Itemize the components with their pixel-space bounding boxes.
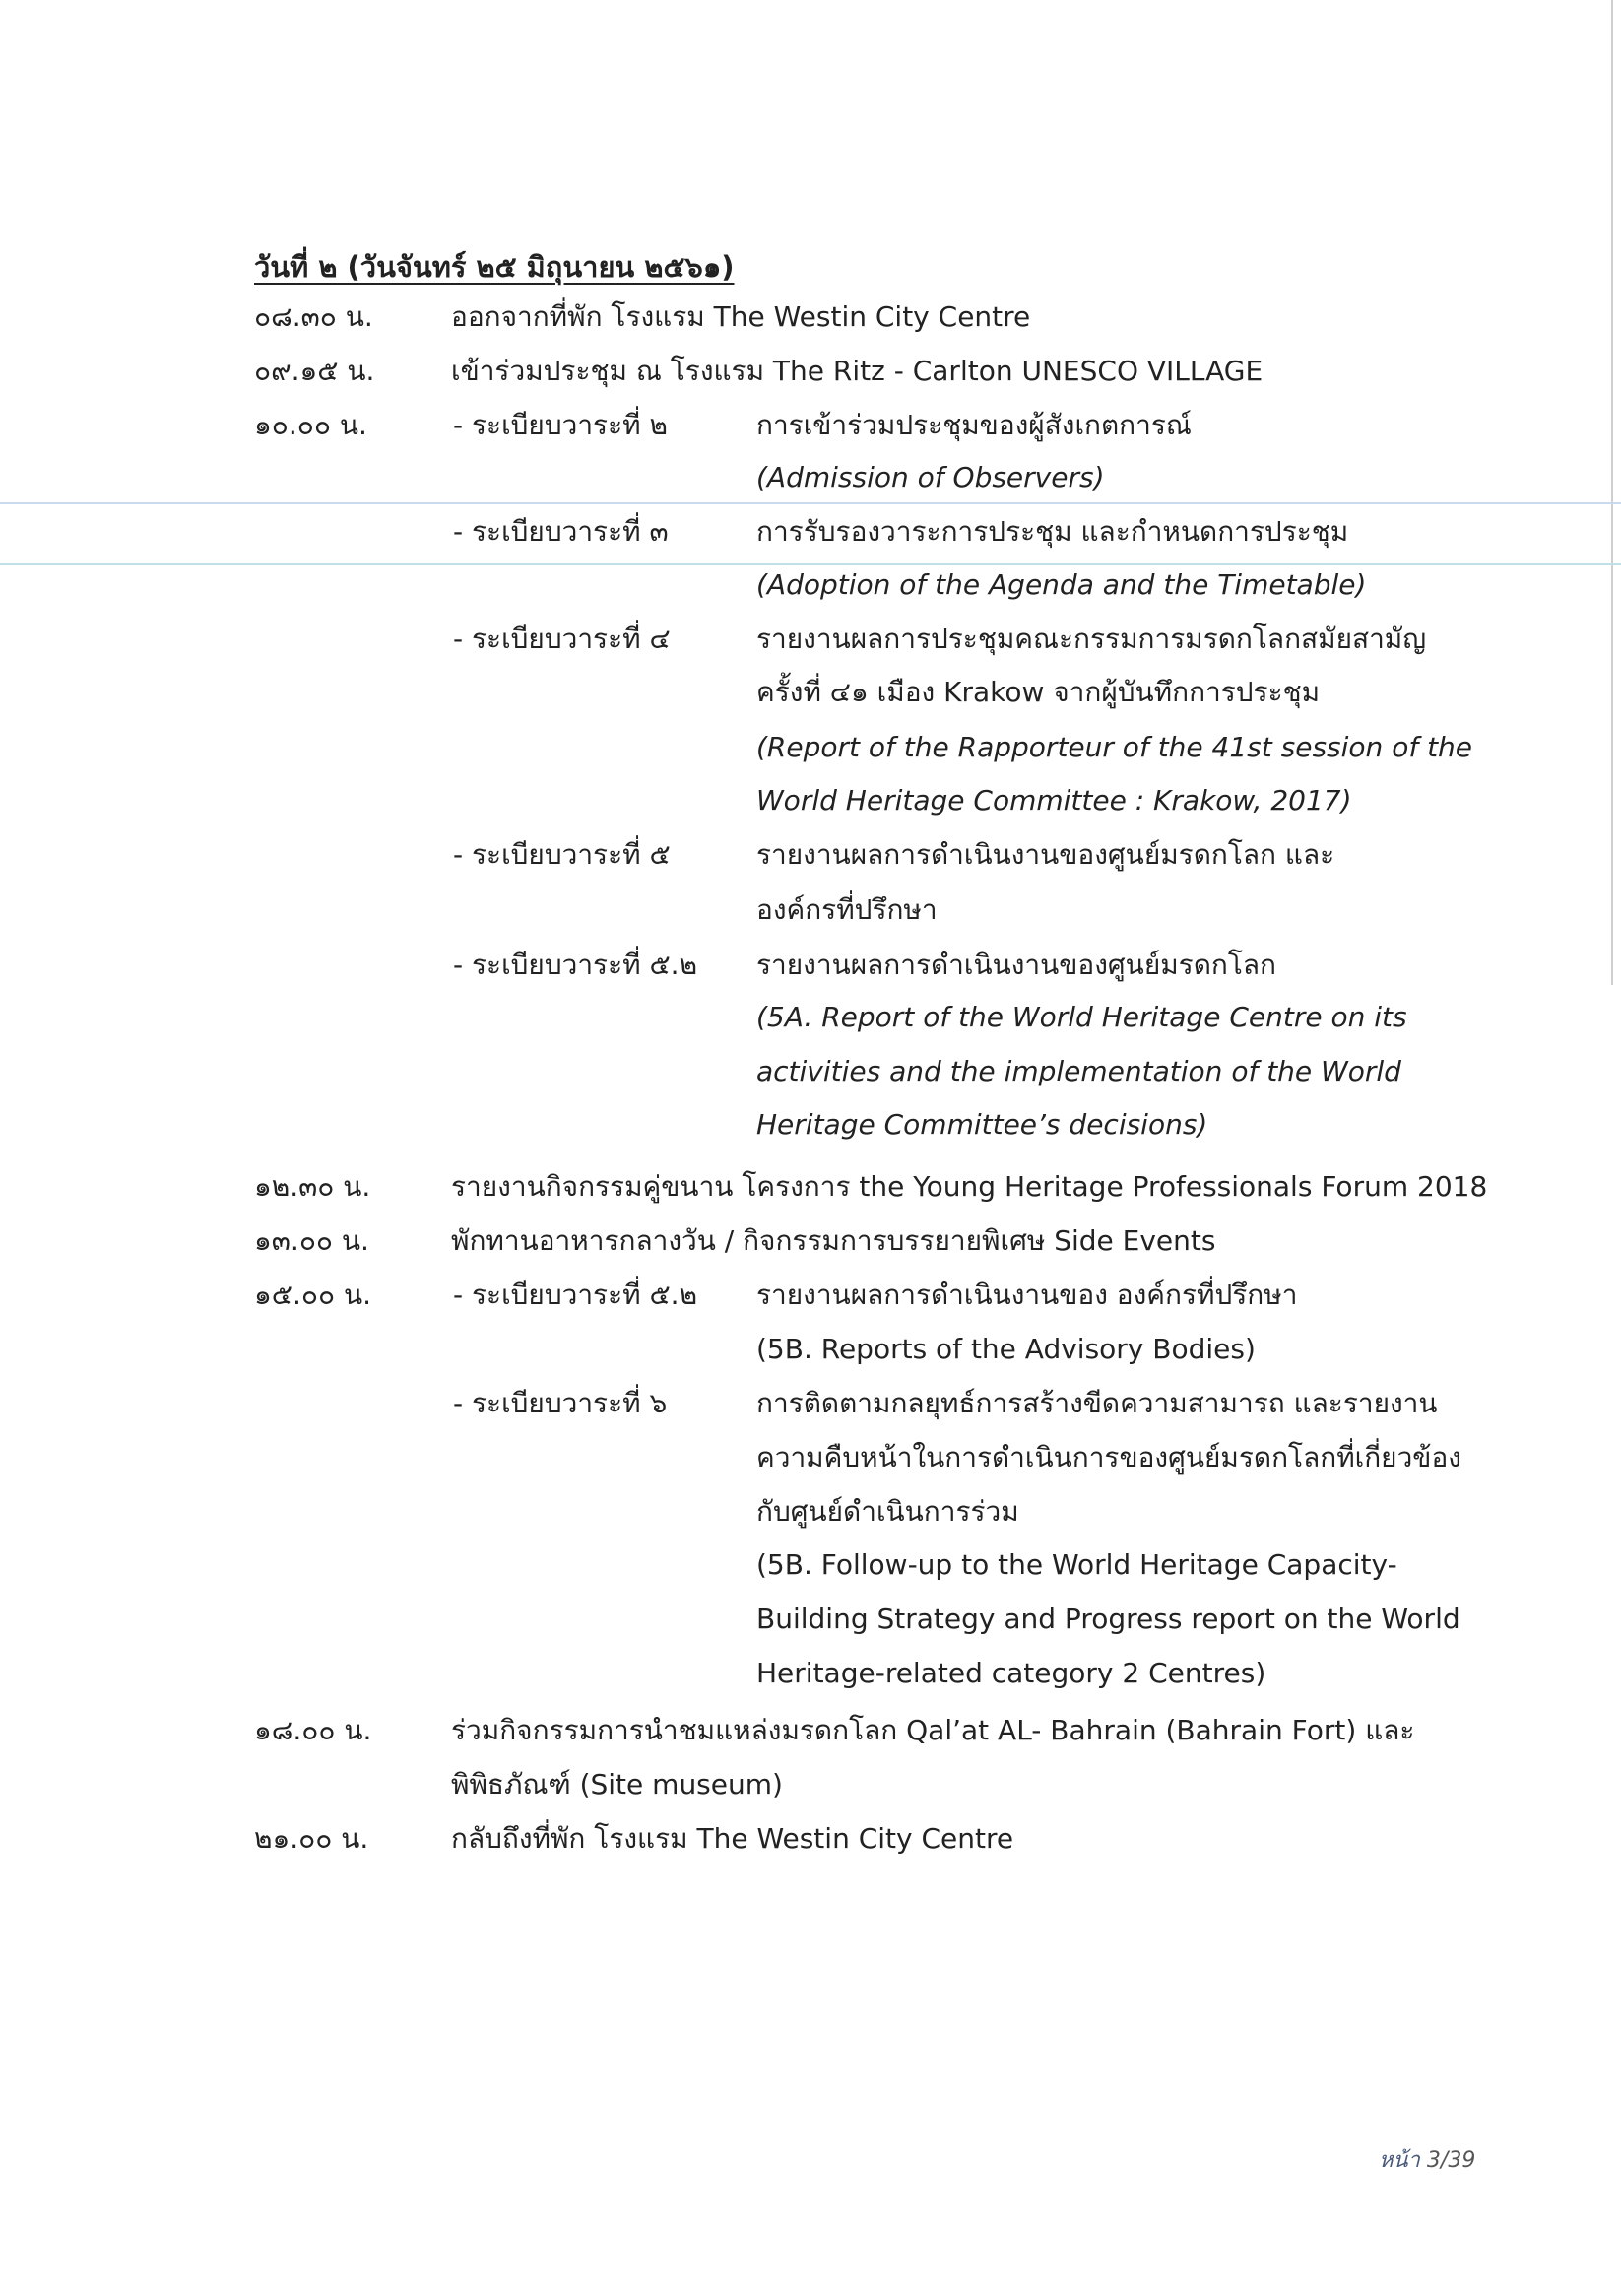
agenda-description-en: World Heritage Committee : Krakow, 2017) <box>756 784 1352 817</box>
time-label: ๐๘.๓๐ น. <box>254 300 373 333</box>
agenda-item: - ระเบียบวาระที่ ๖ <box>453 1387 668 1419</box>
agenda-description: ความคืบหน้าในการดำเนินการของศูนย์มรดกโลกที่เกี่ยวข้อง <box>756 1441 1461 1474</box>
agenda-description: รายงานผลการดำเนินงานของศูนย์มรดกโลก และ <box>756 838 1335 871</box>
agenda-description-en: Heritage-related category 2 Centres) <box>756 1657 1266 1689</box>
day-heading: วันที่ ๒ (วันจันทร์ ๒๕ มิถุนายน ๒๕๖๑) <box>254 250 735 284</box>
agenda-description: รายงานผลการดำเนินงานของศูนย์มรดกโลก <box>756 949 1277 981</box>
agenda-item: - ระเบียบวาระที่ ๓ <box>453 515 669 548</box>
page-number <box>1379 2142 1475 2177</box>
activity-text: ร่วมกิจกรรมการนำชมแหล่งมรดกโลก Qal’at AL- Bahrain (Bahrain Fort) และ <box>451 1714 1415 1746</box>
activity-text: เข้าร่วมประชุม ณ โรงแรม The Ritz - Carlton UNESCO VILLAGE <box>451 355 1264 387</box>
page-count: 3/39 <box>1426 2148 1476 2173</box>
agenda-item: - ระเบียบวาระที่ ๕ <box>453 838 671 871</box>
activity-text: ออกจากที่พัก โรงแรม The Westin City Centre <box>451 300 1031 333</box>
time-label: ๑๘.๐๐ น. <box>254 1714 372 1746</box>
agenda-item: - ระเบียบวาระที่ ๔ <box>453 623 671 655</box>
activity-text: รายงานกิจกรรมคู่ขนาน โครงการ the Young Heritage Professionals Forum 2018 <box>451 1170 1488 1203</box>
agenda-item: - ระเบียบวาระที่ ๕.๒ <box>453 1279 698 1311</box>
time-label: ๐๙.๑๕ น. <box>254 355 375 387</box>
activity-text: พิพิธภัณฑ์ (Site museum) <box>451 1768 783 1801</box>
agenda-description-en: Building Strategy and Progress report on the World <box>756 1603 1460 1635</box>
agenda-item: - ระเบียบวาระที่ ๕.๒ <box>453 949 698 981</box>
agenda-description-en: (5A. Report of the World Heritage Centre on its <box>756 1001 1407 1033</box>
agenda-item: - ระเบียบวาระที่ ๒ <box>453 409 668 441</box>
time-label: ๒๑.๐๐ น. <box>254 1822 369 1855</box>
scan-artifact-line <box>0 502 1621 504</box>
agenda-description: กับศูนย์ดำเนินการร่วม <box>756 1495 1019 1528</box>
scan-edge <box>1611 0 1613 985</box>
time-label: ๑๓.๐๐ น. <box>254 1224 369 1257</box>
agenda-description-en: activities and the implementation of the World <box>756 1055 1401 1087</box>
agenda-description-en: (Admission of Observers) <box>756 461 1105 493</box>
agenda-description-en: (Adoption of the Agenda and the Timetable) <box>756 568 1367 601</box>
agenda-description: การติดตามกลยุทธ์การสร้างขีดความสามารถ และรายงาน <box>756 1387 1438 1419</box>
agenda-description-en: (Report of the Rapporteur of the 41st session of the <box>756 731 1473 763</box>
activity-text: พักทานอาหารกลางวัน / กิจกรรมการบรรยายพิเศษ Side Events <box>451 1224 1216 1257</box>
time-label: ๑๕.๐๐ น. <box>254 1279 371 1311</box>
agenda-description: รายงานผลการดำเนินงานของ องค์กรที่ปรึกษา <box>756 1279 1298 1311</box>
activity-text: กลับถึงที่พัก โรงแรม The Westin City Centre <box>451 1822 1014 1855</box>
agenda-description: การเข้าร่วมประชุมของผู้สังเกตการณ์ <box>756 409 1192 441</box>
agenda-description-en: (5B. Follow-up to the World Heritage Capacity- <box>756 1548 1397 1581</box>
agenda-description: องค์กรที่ปรึกษา <box>756 893 938 926</box>
agenda-description: ครั้งที่ ๔๑ เมือง Krakow จากผู้บันทึกการประชุม <box>756 676 1321 708</box>
agenda-description: การรับรองวาระการประชุม และกำหนดการประชุม <box>756 515 1349 548</box>
agenda-description-en: (5B. Reports of the Advisory Bodies) <box>756 1333 1256 1365</box>
agenda-description-en: Heritage Committee’s decisions) <box>756 1108 1208 1141</box>
time-label: ๑๒.๓๐ น. <box>254 1170 371 1203</box>
page-label: หน้า <box>1379 2148 1420 2173</box>
time-label: ๑๐.๐๐ น. <box>254 409 367 441</box>
agenda-description: รายงานผลการประชุมคณะกรรมการมรดกโลกสมัยสามัญ <box>756 623 1427 655</box>
